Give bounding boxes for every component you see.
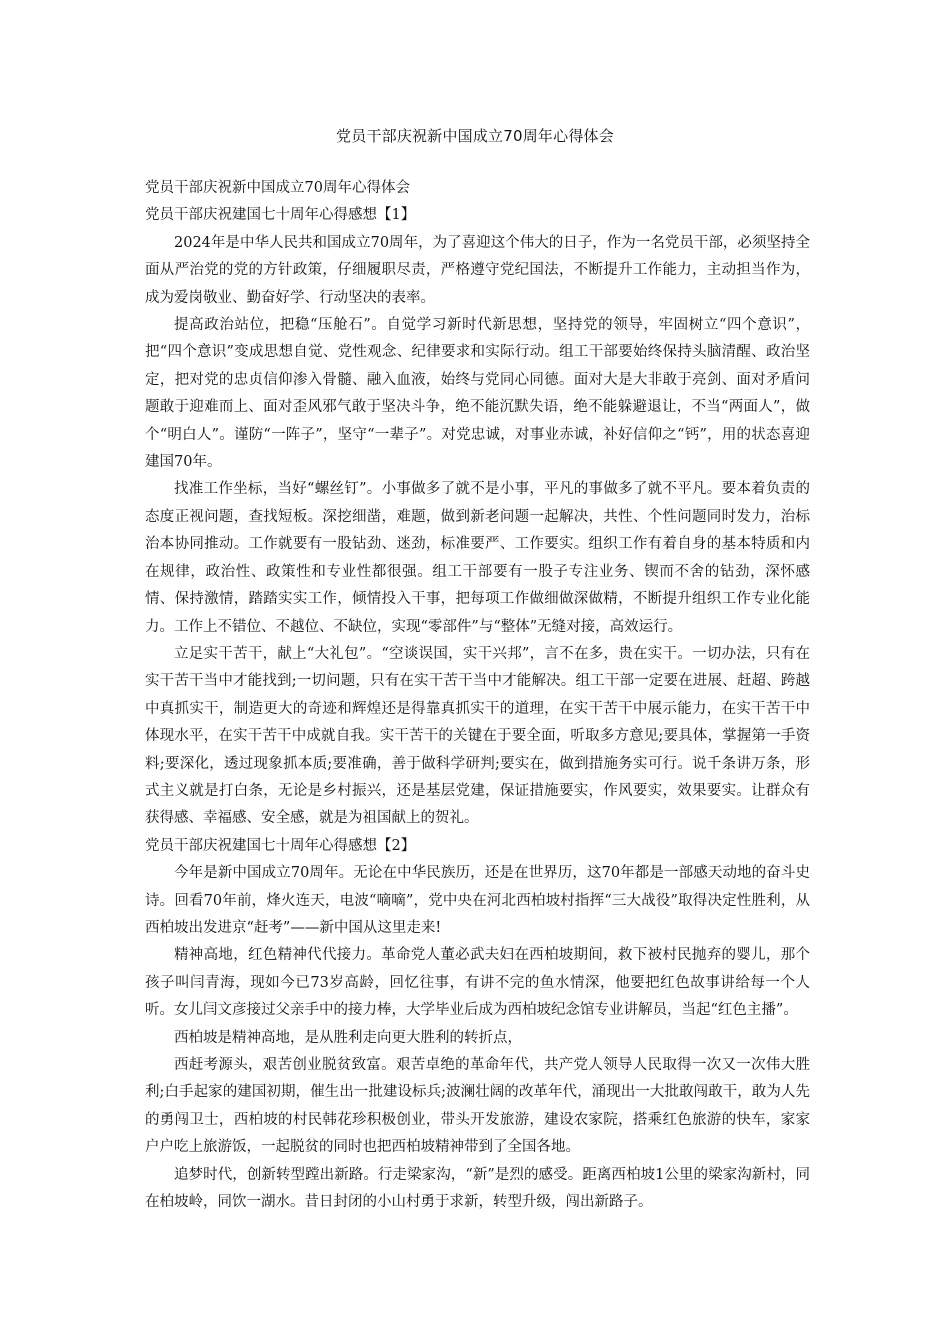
paragraph: 追梦时代，创新转型蹚出新路。行走梁家沟，“新”是烈的感受。距离西柏坡1公里的梁家沟新村，同在柏坡岭，同饮一湖水。昔日封闭的小山村勇于求新，转型升级，闯出新路子。: [145, 1166, 810, 1211]
paragraph: 提高政治站位，把稳“压舱石”。自觉学习新时代新思想，坚持党的领导，牢固树立“四个意识”，把“四个意识”变成思想自觉、党性观念、纪律要求和实际行动。组工干部要始终保持头脑清醒、政治坚定，把对党的忠贞信仰渗入骨髓、融入血液，始终与党同心同德。面对大是大非敢于亮剑、面对矛盾问题敢于迎难而上、面对歪风邪气敢于坚决斗争，绝不能沉默失语，绝不能躲避退让，不当“两面人”，做个“明白人”。谨防“一阵子”，坚守“一辈子”。对党忠诚，对事业赤诚，补好信仰之“钙”，用的状态喜迎建国70年。: [145, 317, 810, 471]
paragraph: 精神高地，红色精神代代接力。革命党人董必武夫妇在西柏坡期间，救下被村民抛弃的婴儿，那个孩子叫闫青海，现如今已73岁高龄，回忆往事，有讲不完的鱼水情深，他要把红色故事讲给每一个人听。女儿闫文彦接过父亲手中的接力棒，大学毕业后成为西柏坡纪念馆专业讲解员，当起“红色主播”。: [145, 947, 810, 1019]
paragraph: 西赶考源头，艰苦创业脱贫致富。艰苦卓绝的革命年代，共产党人领导人民取得一次又一次伟大胜利;白手起家的建国初期，催生出一批建设标兵;波澜壮阔的改革年代，涌现出一大批敢闯敢干，敢为人先的勇闯卫士，西柏坡的村民韩花珍积极创业，带头开发旅游，建设农家院，搭乘红色旅游的快车，家家户户吃上旅游饭，一起脱贫的同时也把西柏坡精神带到了全国各地。: [145, 1057, 810, 1156]
document-body: [145, 175, 810, 1216]
section-heading-2: 党员干部庆祝建国七十周年心得感想【2】: [145, 837, 416, 854]
section-heading-1: 党员干部庆祝建国七十周年心得感想【1】: [145, 207, 416, 224]
paragraph: 西柏坡是精神高地，是从胜利走向更大胜利的转折点，: [174, 1029, 522, 1046]
document-title: 党员干部庆祝新中国成立70周年心得体会: [336, 127, 614, 145]
document-subtitle: 党员干部庆祝新中国成立70周年心得体会: [145, 180, 410, 196]
paragraph: 今年是新中国成立70周年。无论在中华民族历，还是在世界历，这70年都是一部感天动地的奋斗史诗。回看70年前，烽火连天，电波“嘀嘀”，党中央在河北西柏坡村指挥“三大战役”取得决定性胜利，从西柏坡出发进京“赶考”——新中国从这里走来!: [145, 865, 810, 936]
paragraph: 2024年是中华人民共和国成立70周年，为了喜迎这个伟大的日子，作为一名党员干部，必须坚持全面从严治党的党的方针政策，仔细履职尽责，严格遵守党纪国法，不断提升工作能力，主动担当作为，成为爱岗敬业、勤奋好学、行动坚决的表率。: [145, 234, 810, 306]
paragraph: 找准工作坐标，当好“螺丝钉”。小事做多了就不是小事，平凡的事做多了就不平凡。要本着负责的态度正视问题，查找短板。深挖细凿，难题，做到新老问题一起解决，共性、个性问题同时发力，治标治本协同推动。工作就要有一股钻劲、迷劲，标准要严、工作要实。组织工作有着自身的基本特质和内在规律，政治性、政策性和专业性都很强。组工干部要有一股子专注业务、锲而不舍的钻劲，深怀感情、保持激情，踏踏实实工作，倾情投入干事，把每项工作做细做深做精，不断提升组织工作专业化能力。工作上不错位、不越位、不缺位，实现“零部件”与“整体”无缝对接，高效运行。: [145, 481, 810, 635]
paragraph: 立足实干苦干，献上“大礼包”。“空谈误国，实干兴邦”，言不在多，贵在实干。一切办法，只有在实干苦干当中才能找到;一切问题，只有在实干苦干当中才能解决。组工干部一定要在进展、赶超、跨越中真抓实干，制造更大的奇迹和辉煌还是得靠真抓实干的道理，在实干苦干中展示能力，在实干苦干中体现水平，在实干苦干中成就自我。实干苦干的关键在于要全面，听取多方意见;要具体，掌握第一手资料;要深化，透过现象抓本质;要准确，善于做科学研判;要实在，做到措施务实可行。说千条讲万条，形式主义就是打白条，无论是乡村振兴，还是基层党建，保证措施要实，作风要实，效果要实。让群众有获得感、幸福感、安全感，就是为祖国献上的贺礼。: [145, 645, 810, 827]
